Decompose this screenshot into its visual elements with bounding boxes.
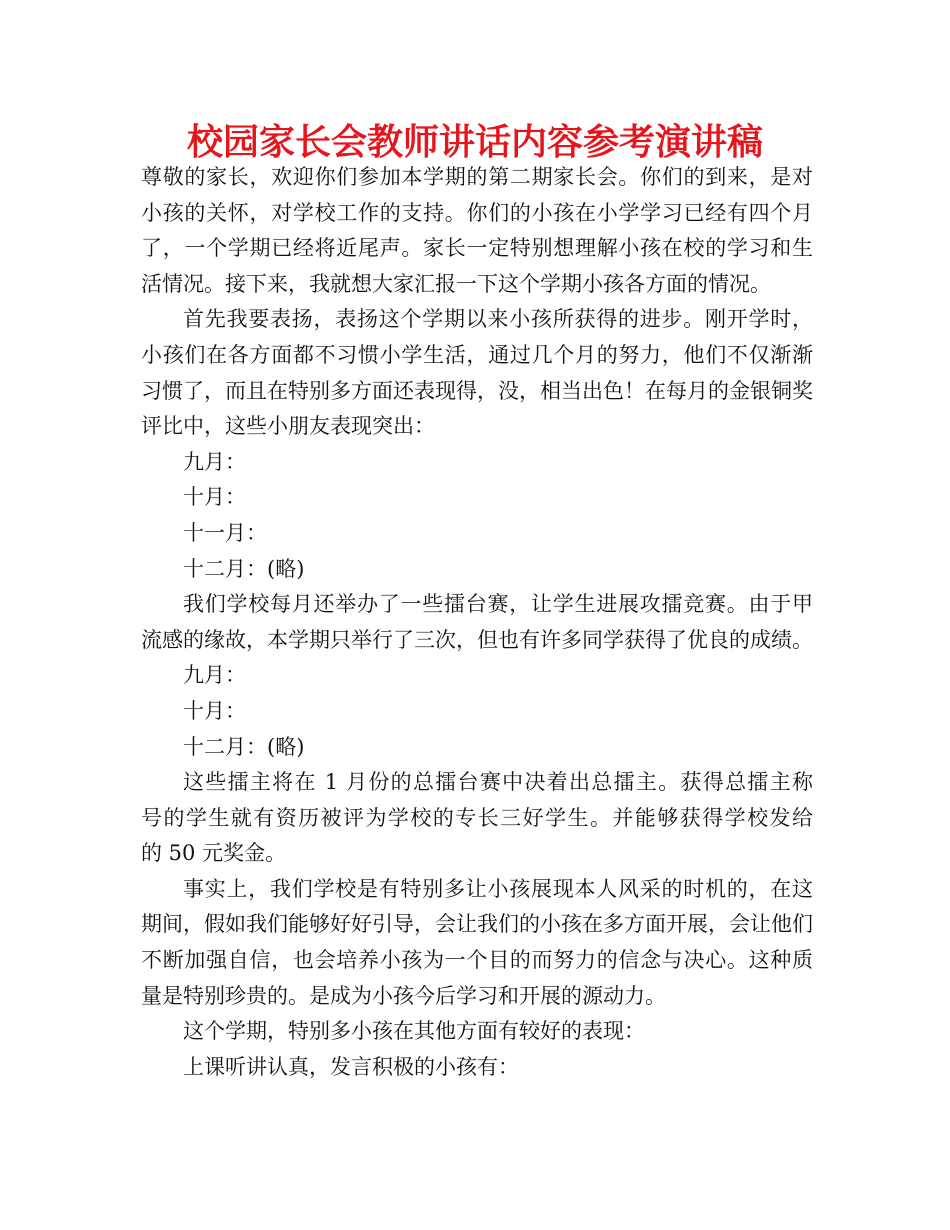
paragraph-line: 评比中，这些小朋友表现突出： [141,414,435,439]
paragraph-line: 首先我要表扬，表扬这个学期以来小孩所获得的进步。刚开学时， [183,307,813,332]
paragraph-line: 小孩的关怀，对学校工作的支持。你们的小孩在小学学习已经有四个月 [141,200,813,225]
document-body [141,160,813,1085]
list-item: 九月： [183,449,246,474]
paragraph-line: 号的学生就有资历被评为学校的专长三好学生。并能够获得学校发给 [141,805,813,830]
paragraph-line: 量是特别珍贵的。是成为小孩今后学习和开展的源动力。 [141,983,666,1008]
paragraph-line: 上课听讲认真，发言积极的小孩有： [183,1054,519,1079]
paragraph-line: 了，一个学期已经将近尾声。家长一定特别想理解小孩在校的学习和生 [141,236,813,261]
paragraph-line: 尊敬的家长，欢迎你们参加本学期的第二期家长会。你们的到来，是对 [141,165,813,189]
document-title: 校园家长会教师讲话内容参考演讲稿 [186,122,763,163]
list-item: 十月： [183,698,246,723]
paragraph-line: 我们学校每月还举办了一些擂台赛，让学生进展攻擂竞赛。由于甲 [183,592,813,617]
paragraph-line: 事实上，我们学校是有特别多让小孩展现本人风采的时机的，在这 [183,876,813,901]
paragraph-line: 活情况。接下来，我就想大家汇报一下这个学期小孩各方面的情况。 [141,271,771,296]
paragraph-line: 期间，假如我们能够好好引导，会让我们的小孩在多方面开展，会让他们 [141,912,813,937]
paragraph-line: 的 50 元奖金。 [141,841,287,866]
paragraph-line: 这个学期，特别多小孩在其他方面有较好的表现： [183,1019,645,1044]
paragraph-line: 这些擂主将在 1 月份的总擂台赛中决着出总擂主。获得总擂主称 [183,770,813,795]
list-item: 十二月：(略) [183,734,305,759]
paragraph-line: 小孩们在各方面都不习惯小学生活，通过几个月的努力，他们不仅渐渐 [141,342,813,367]
list-item: 十二月：(略) [183,556,305,581]
list-item: 十一月： [183,520,267,545]
paragraph-line: 不断加强自信，也会培养小孩为一个目的而努力的信念与决心。这种质 [141,948,813,973]
paragraph-line: 习惯了，而且在特别多方面还表现得，没，相当出色！在每月的金银铜奖 [141,378,813,403]
list-item: 十月： [183,485,246,510]
list-item: 九月： [183,663,246,688]
paragraph-line: 流感的缘故，本学期只举行了三次，但也有许多同学获得了优良的成绩。 [141,627,813,652]
